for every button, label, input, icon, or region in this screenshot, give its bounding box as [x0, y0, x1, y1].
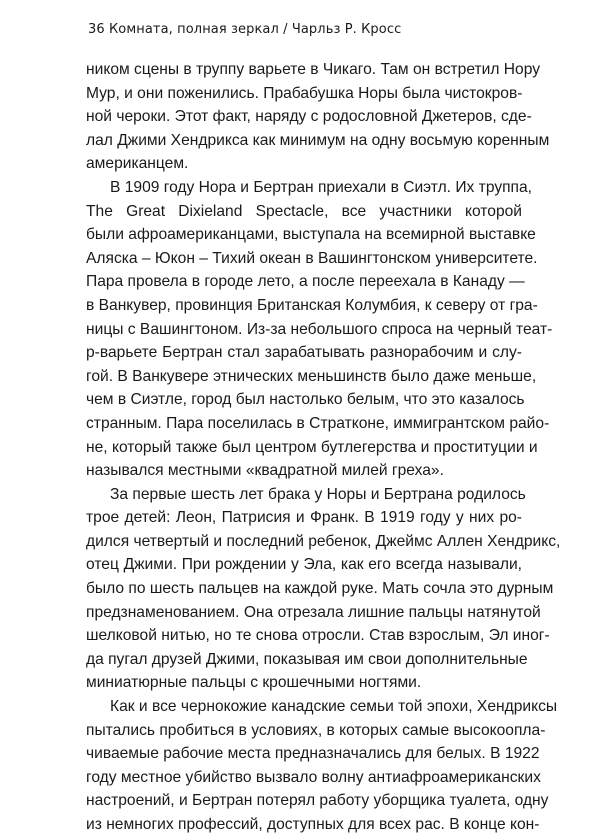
text-line: назывался местными «квадратной милей греха». — [86, 462, 444, 480]
text-line: странным. Пара поселилась в Стратконе, иммигрантском райо- — [86, 414, 550, 432]
text-line: пытались пробиться в условиях, в которых самые высокоопла- — [86, 721, 546, 739]
text-line: году местное убийство вызвало волну антиафроамериканских — [86, 768, 541, 786]
paragraph-1 — [86, 58, 550, 176]
text-line: Пара провела в городе лето, а после переехала в Канаду — — [86, 273, 525, 291]
body-text — [86, 58, 561, 837]
text-line: Аляска – Юкон – Тихий океан в Вашингтонском университете. — [86, 249, 538, 267]
running-head: 36 Комната, полная зеркал / Чарльз Р. Кросс — [88, 22, 402, 37]
text-line: шелковой нитью, но те снова отросли. Став взрослым, Эл иног- — [86, 627, 550, 645]
text-line: было по шесть пальцев на каждой руке. Мать сочла это дурным — [86, 580, 554, 598]
text-line: р-варьете Бертран стал зарабатывать разнорабочим и слу- — [86, 344, 522, 362]
text-line: За первые шесть лет брака у Норы и Бертрана родилось — [110, 485, 526, 503]
text-line: ницы с Вашингтоном. Из-за небольшого спроса на черный теат- — [86, 320, 553, 338]
paragraph-2 — [86, 176, 553, 483]
text-line: Мур, и они поженились. Прабабушка Норы была чистокров- — [86, 84, 523, 102]
text-line: В 1909 году Нора и Бертран приехали в Сиэтл. Их труппа, — [110, 178, 533, 196]
text-line: чиваемые рабочие места предназначались для белых. В 1922 — [86, 745, 540, 763]
text-line: Как и все чернокожие канадские семьи той эпохи, Хендриксы — [110, 698, 558, 716]
text-line: ной чероки. Этот факт, наряду с родословной Джетеров, сде- — [86, 108, 532, 126]
text-line: миниатюрные пальцы с крошечными ногтями. — [86, 674, 422, 692]
text-line: из немногих профессий, доступных для всех рас. В конце кон- — [86, 816, 540, 833]
text-line: настроений, и Бертран потерял работу уборщика туалета, одну — [86, 792, 549, 810]
text-line: чем в Сиэтле, город был настолько белым, что это казалось — [86, 391, 525, 409]
text-line: предзнаменованием. Она отрезала лишние пальцы натянутой — [86, 603, 541, 621]
text-line: The Great Dixieland Spectacle, все участники которой — [86, 202, 522, 220]
text-line: ником сцены в труппу варьете в Чикаго. Там он встретил Нору — [86, 61, 540, 78]
text-line: не, который также был центром бутлегерства и проституции и — [86, 438, 538, 456]
text-line: лал Джими Хендрикса как минимум на одну восьмую коренным — [86, 131, 550, 149]
text-line: трое детей: Леон, Патрисия и Франк. В 1919 году у них ро- — [86, 509, 522, 527]
text-line: были афроамериканцами, выступала на всемирной выставке — [86, 226, 536, 244]
text-line: американцем. — [86, 155, 189, 173]
text-line: да пугал друзей Джими, показывая им свои дополнительные — [86, 650, 528, 668]
text-line: в Ванкувер, провинция Британская Колумбия, к северу от гра- — [86, 296, 538, 314]
text-line: отец Джими. При рождении у Эла, как его всегда называли, — [86, 556, 522, 574]
paragraph-4 — [86, 695, 558, 837]
paragraph-3 — [86, 483, 561, 695]
text-line: дился четвертый и последний ребенок, Джеймс Аллен Хендрикс, — [86, 532, 561, 550]
text-line: гой. В Ванкувере этнических меньшинств было даже меньше, — [86, 367, 537, 385]
